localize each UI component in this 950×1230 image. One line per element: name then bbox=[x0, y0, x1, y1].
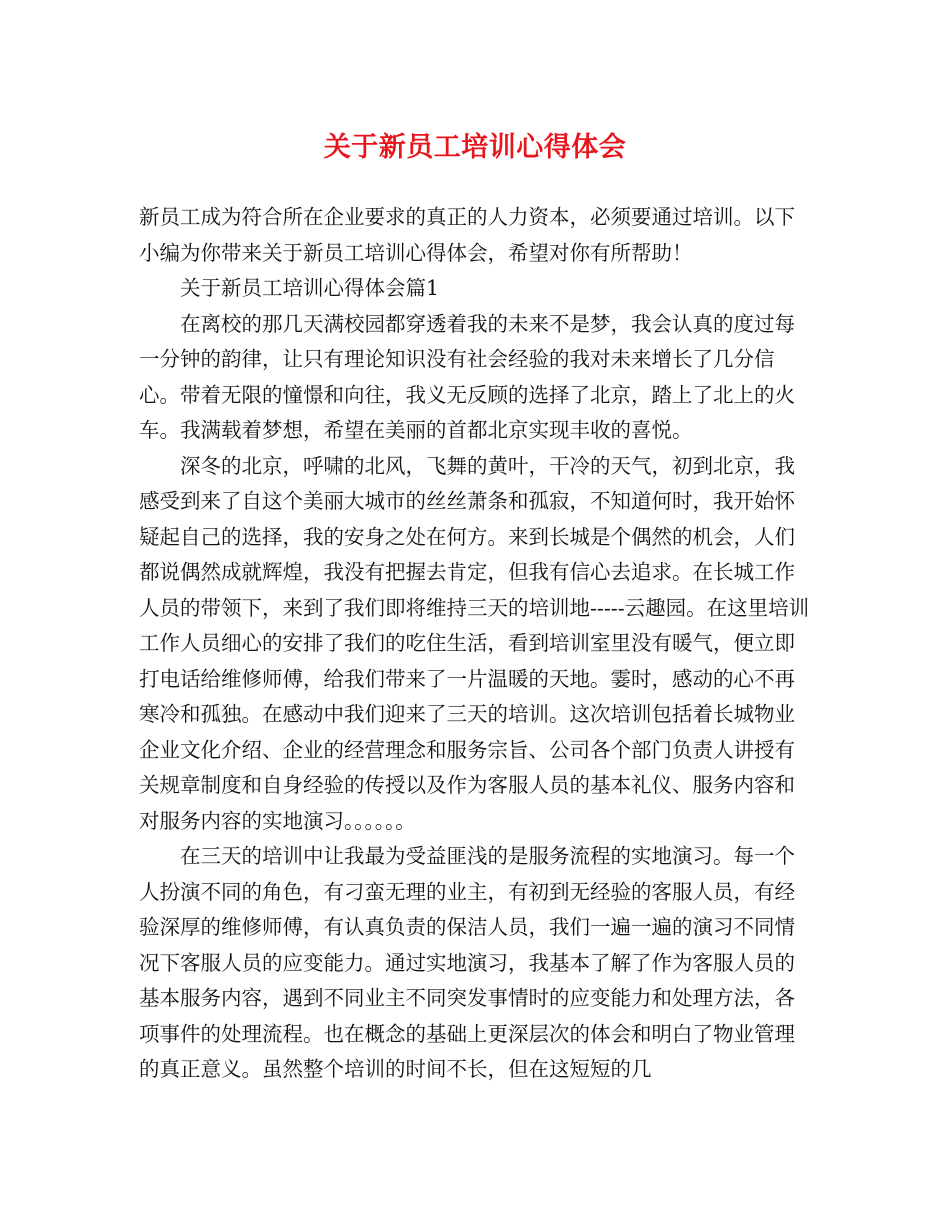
body-paragraph: 在三天的培训中让我最为受益匪浅的是服务流程的实地演习。每一个人扮演不同的角色，有刁蛮无理的业主，有初到无经验的客服人员，有经验深厚的维修师傅，有认真负责的保洁人员，我们一遍一遍的演习不同情况下客服人员的应变能力。通过实地演习，我基本了解了作为客服人员的基本服务内容，遇到不同业主不同突发事情时的应变能力和处理方法，各项事件的处理流程。也在概念的基础上更深层次的体会和明白了物业管理的真正意义。虽然整个培训的时间不长，但在这短短的几 bbox=[139, 844, 795, 1081]
body-paragraph: 在离校的那几天满校园都穿透着我的未来不是梦，我会认真的度过每一分钟的韵律，让只有理论知识没有社会经验的我对未来增长了几分信心。带着无限的憧憬和向往，我义无反顾的选择了北京，踏上了北上的火车。我满载着梦想，希望在美丽的首都北京实现丰收的喜悦。 bbox=[139, 311, 795, 442]
body-paragraph: 深冬的北京，呼啸的北风，飞舞的黄叶，干冷的天气，初到北京，我感受到来了自这个美丽大城市的丝丝萧条和孤寂，不知道何时，我开始怀疑起自己的选择，我的安身之处在何方。来到长城是个偶然的机会，人们都说偶然成就辉煌，我没有把握去肯定，但我有信心去追求。在长城工作人员的带领下，来到了我们即将维持三天的培训地-----云趣园。在这里培训工作人员细心的安排了我们的吃住生活，看到培训室里没有暖气，便立即打电话给维修师傅，给我们带来了一片温暖的天地。霎时，感动的心不再寒冷和孤独。在感动中我们迎来了三天的培训。这次培训包括着长城物业企业文化介绍、企业的经营理念和服务宗旨、公司各个部门负责人讲授有关规章制度和自身经验的传授以及作为客服人员的基本礼仪、服务内容和对服务内容的实地演习。。。。。。 bbox=[139, 453, 810, 833]
intro-paragraph: 新员工成为符合所在企业要求的真正的人力资本，必须要通过培训。以下小编为你带来关于新员工培训心得体会，希望对你有所帮助！ bbox=[139, 205, 795, 265]
document-body bbox=[139, 200, 815, 1088]
section-heading: 关于新员工培训心得体会篇1 bbox=[180, 276, 440, 300]
document-title: 关于新员工培训心得体会 bbox=[323, 132, 627, 163]
